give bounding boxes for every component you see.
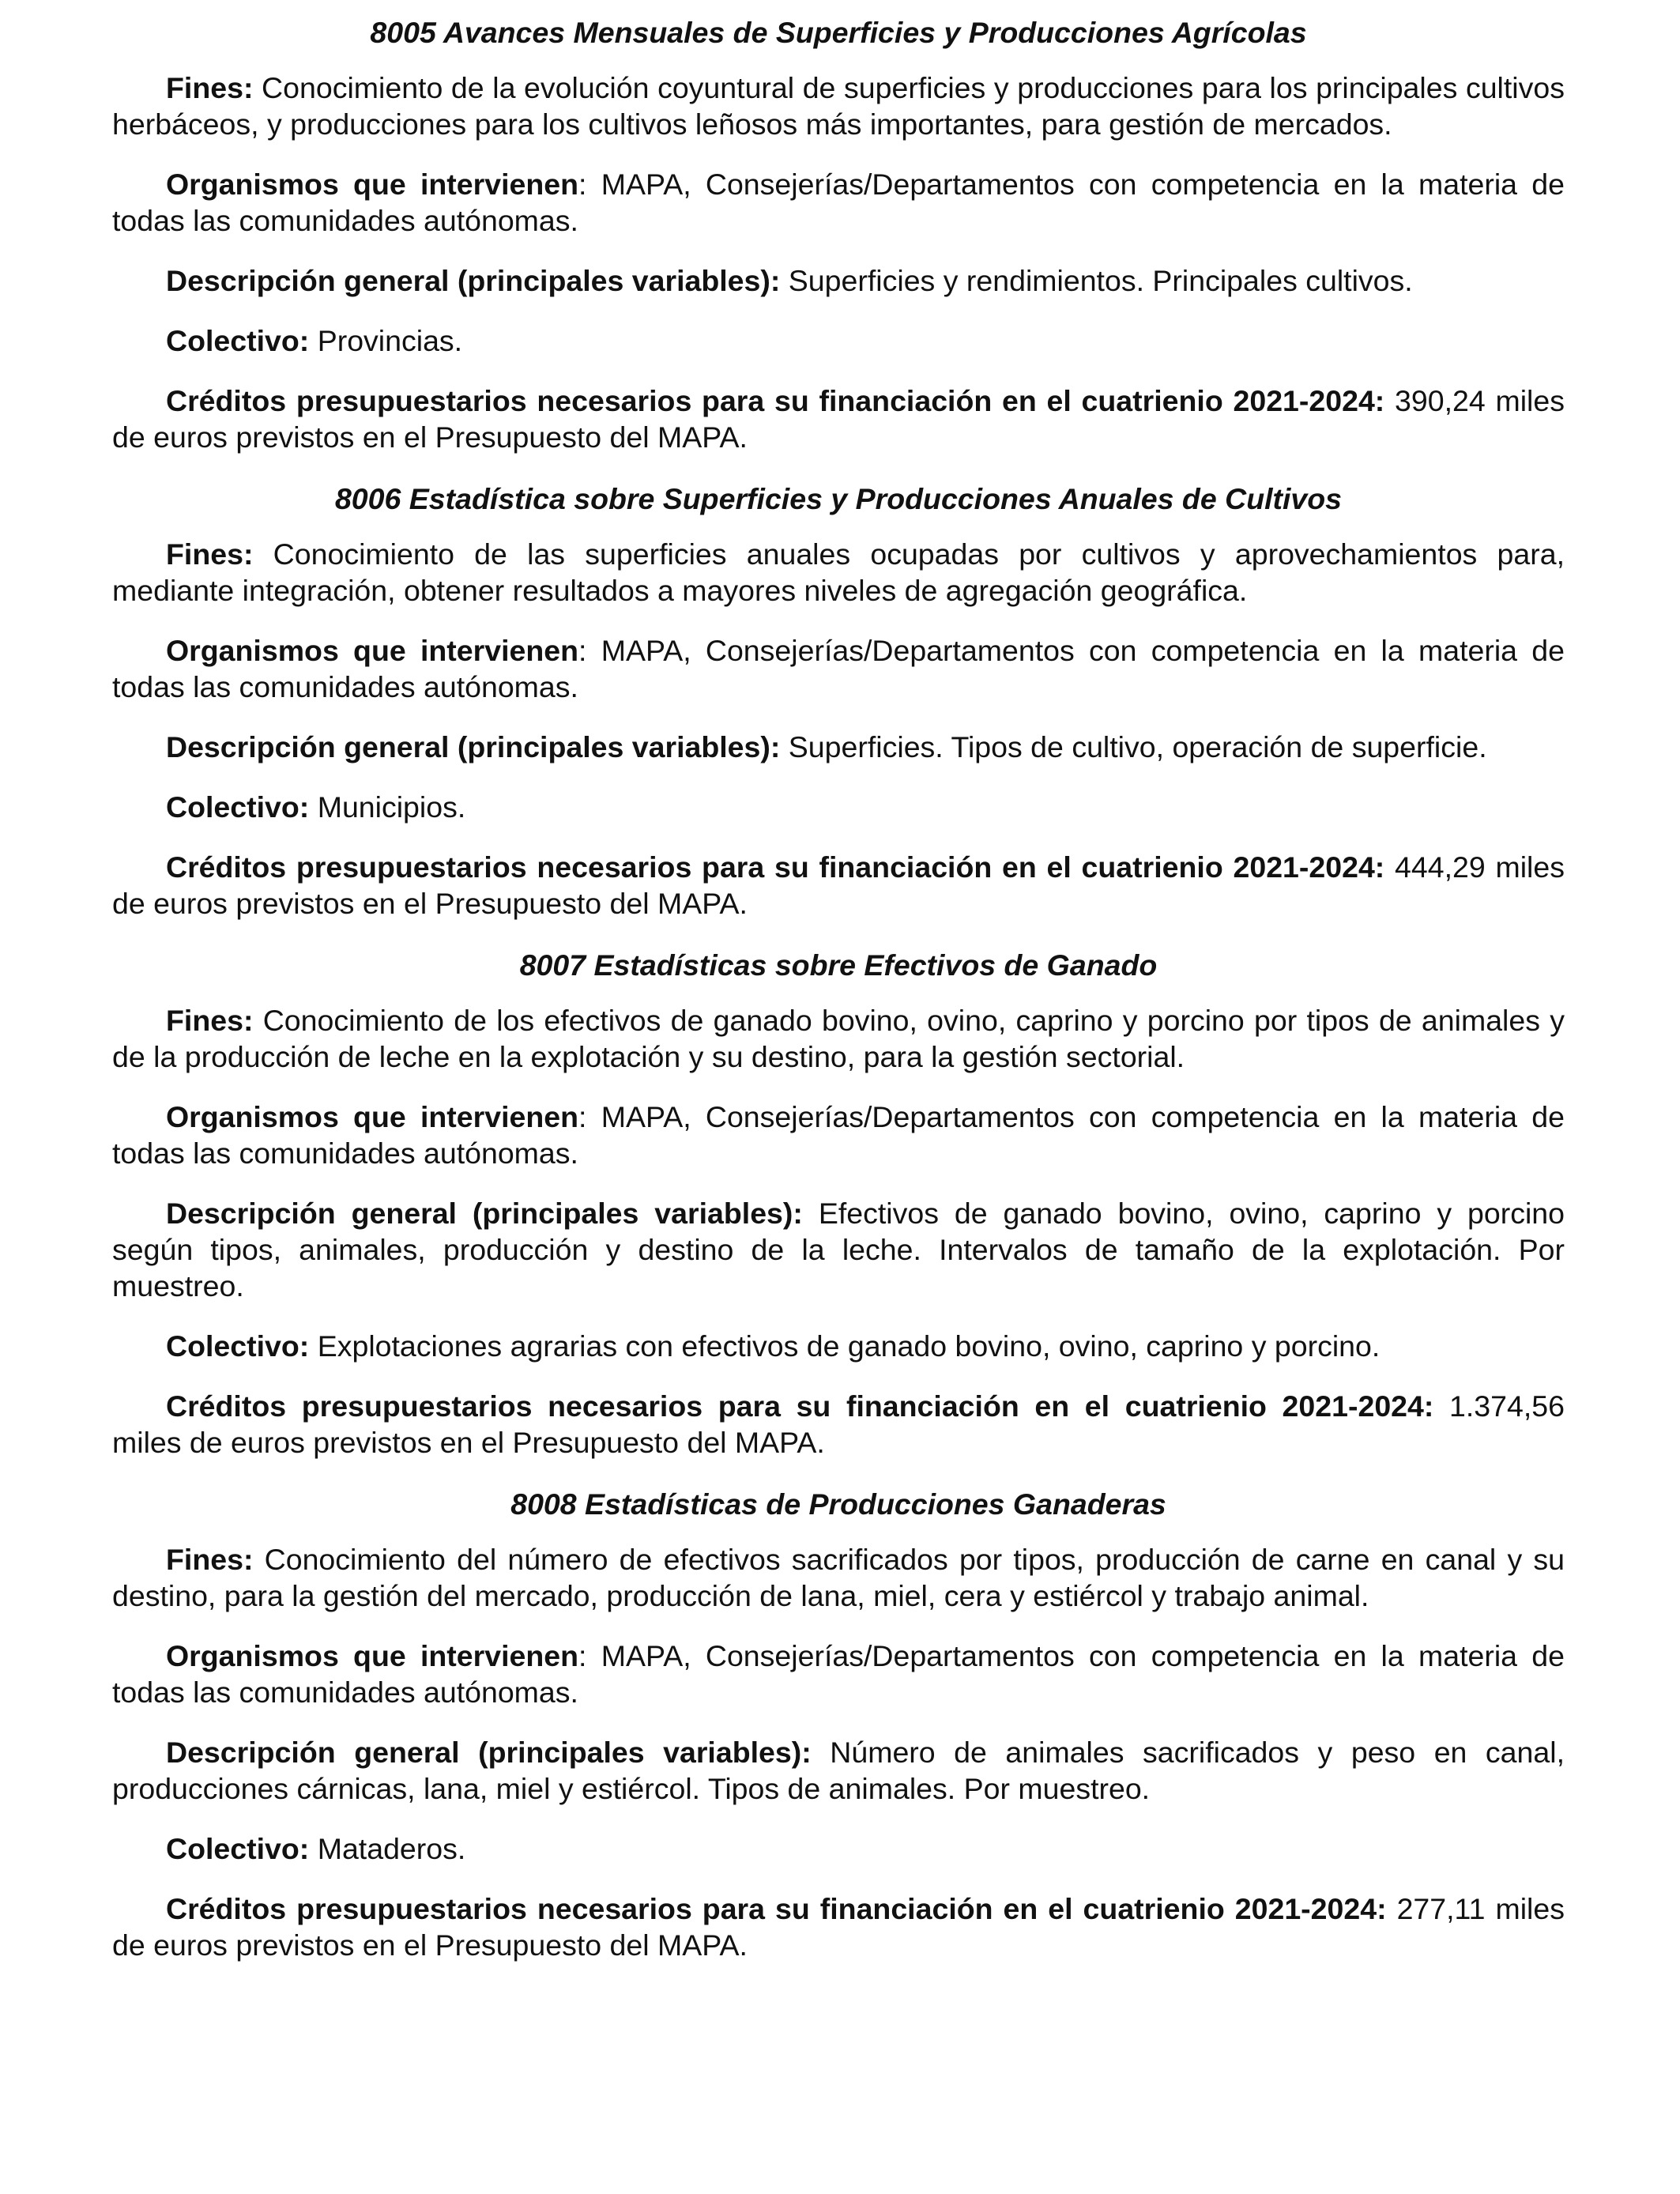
fines-paragraph [112, 1541, 1565, 1614]
organismos-label: Organismos que intervienen [166, 634, 579, 667]
fines-label: Fines: [166, 1004, 254, 1037]
document-page [112, 14, 1565, 1989]
colectivo-paragraph [112, 1830, 1565, 1867]
section-title: 8005 Avances Mensuales de Superficies y Producciones Agrícolas [370, 16, 1307, 49]
organismos-text: : MAPA, Consejerías/Departamentos con competencia en la materia de todas las comunidades autónomas. [112, 1100, 1565, 1170]
descripcion-paragraph [112, 1195, 1565, 1304]
fines-paragraph [112, 70, 1565, 142]
fines-paragraph [112, 1002, 1565, 1075]
creditos-paragraph [112, 849, 1565, 922]
organismos-text: : MAPA, Consejerías/Departamentos con competencia en la materia de todas las comunidades autónomas. [112, 634, 1565, 703]
fines-label: Fines: [166, 1543, 254, 1576]
descripcion-text: Número de animales sacrificados y peso en canal, producciones cárnicas, lana, miel y estiércol. Tipos de animales. Por muestreo. [112, 1736, 1565, 1805]
creditos-label: Créditos presupuestarios necesarios para su financiación en el cuatrienio 2021-2024: [166, 1892, 1387, 1925]
section-8006 [112, 481, 1565, 922]
colectivo-text: Municipios. [309, 790, 466, 824]
descripcion-label: Descripción general (principales variables): [166, 1736, 812, 1769]
colectivo-text: Provincias. [309, 324, 463, 357]
organismos-label: Organismos que intervienen [166, 1100, 579, 1133]
organismos-text: : MAPA, Consejerías/Departamentos con competencia en la materia de todas las comunidades autónomas. [112, 1639, 1565, 1709]
creditos-label: Créditos presupuestarios necesarios para su financiación en el cuatrienio 2021-2024: [166, 850, 1385, 884]
organismos-label: Organismos que intervienen [166, 1639, 579, 1672]
colectivo-paragraph [112, 789, 1565, 825]
colectivo-label: Colectivo: [166, 324, 310, 357]
creditos-text: 390,24 miles de euros previstos en el Presupuesto del MAPA. [112, 384, 1565, 454]
descripcion-label: Descripción general (principales variables): [166, 264, 781, 297]
fines-label: Fines: [166, 71, 254, 104]
fines-text: Conocimiento del número de efectivos sacrificados por tipos, producción de carne en canal y su destino, para la gestión del mercado, producción de lana, miel, cera y estiércol y trabajo animal. [112, 1543, 1565, 1612]
creditos-paragraph [112, 1891, 1565, 1963]
organismos-label: Organismos que intervienen [166, 168, 579, 201]
colectivo-paragraph [112, 1328, 1565, 1364]
section-title: 8007 Estadísticas sobre Efectivos de Ganado [519, 948, 1158, 982]
fines-text: Conocimiento de la evolución coyuntural de superficies y producciones para los principales cultivos herbáceos, y producciones para los cultivos leñosos más importantes, para gestión de mercados. [112, 71, 1565, 141]
creditos-paragraph [112, 1388, 1565, 1461]
descripcion-text: Superficies. Tipos de cultivo, operación de superficie. [780, 730, 1487, 763]
creditos-label: Créditos presupuestarios necesarios para su financiación en el cuatrienio 2021-2024: [166, 1389, 1434, 1423]
creditos-text: 277,11 miles de euros previstos en el Presupuesto del MAPA. [112, 1892, 1565, 1962]
organismos-paragraph [112, 1638, 1565, 1710]
fines-label: Fines: [166, 537, 254, 571]
creditos-text: 444,29 miles de euros previstos en el Presupuesto del MAPA. [112, 850, 1565, 920]
colectivo-text: Explotaciones agrarias con efectivos de ganado bovino, ovino, caprino y porcino. [309, 1329, 1381, 1363]
colectivo-paragraph [112, 322, 1565, 359]
section-title: 8006 Estadística sobre Superficies y Producciones Anuales de Cultivos [334, 482, 1343, 515]
colectivo-text: Mataderos. [309, 1832, 466, 1865]
creditos-label: Créditos presupuestarios necesarios para su financiación en el cuatrienio 2021-2024: [166, 384, 1385, 417]
section-title: 8008 Estadísticas de Producciones Ganaderas [510, 1487, 1166, 1521]
organismos-text: : MAPA, Consejerías/Departamentos con competencia en la materia de todas las comunidades autónomas. [112, 168, 1565, 237]
descripcion-label: Descripción general (principales variables): [166, 730, 781, 763]
descripcion-paragraph [112, 1734, 1565, 1807]
colectivo-label: Colectivo: [166, 1329, 310, 1363]
descripcion-paragraph [112, 262, 1565, 299]
organismos-paragraph [112, 632, 1565, 705]
creditos-paragraph [112, 383, 1565, 455]
colectivo-label: Colectivo: [166, 1832, 310, 1865]
fines-text: Conocimiento de las superficies anuales ocupadas por cultivos y aprovechamientos para, mediante integración, obtener resultados a mayores niveles de agregación geográfica. [112, 537, 1565, 607]
section-8005 [112, 14, 1565, 455]
fines-text: Conocimiento de los efectivos de ganado bovino, ovino, caprino y porcino por tipos de animales y de la producción de leche en la explotación y su destino, para la gestión sectorial. [112, 1004, 1565, 1073]
descripcion-label: Descripción general (principales variables): [166, 1197, 803, 1230]
colectivo-label: Colectivo: [166, 790, 310, 824]
descripcion-paragraph [112, 729, 1565, 765]
organismos-paragraph [112, 1099, 1565, 1171]
section-8007 [112, 947, 1565, 1461]
fines-paragraph [112, 536, 1565, 609]
creditos-text: 1.374,56 miles de euros previstos en el Presupuesto del MAPA. [112, 1389, 1565, 1459]
section-8008 [112, 1486, 1565, 1963]
descripcion-text: Efectivos de ganado bovino, ovino, caprino y porcino según tipos, animales, producción y destino de la leche. Intervalos de tamaño de la explotación. Por muestreo. [112, 1197, 1565, 1302]
organismos-paragraph [112, 166, 1565, 239]
descripcion-text: Superficies y rendimientos. Principales cultivos. [780, 264, 1413, 297]
